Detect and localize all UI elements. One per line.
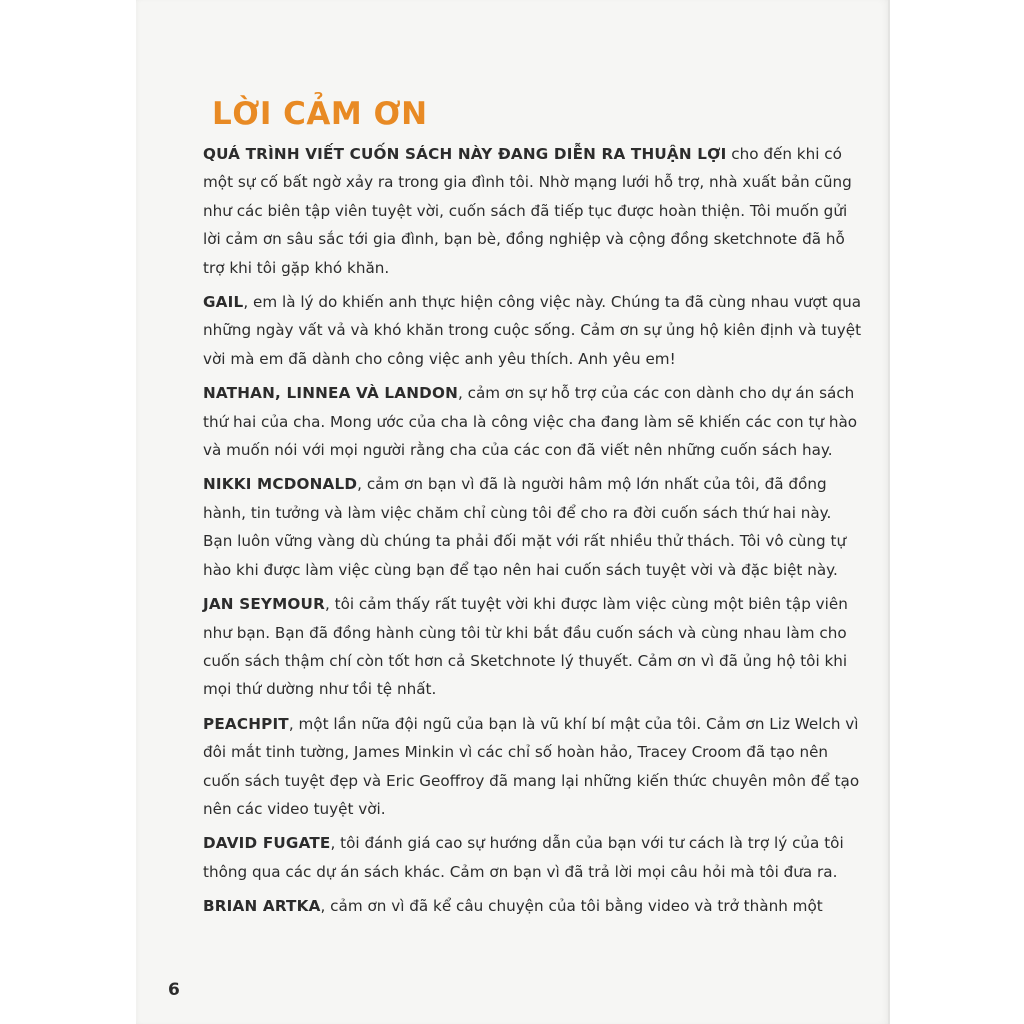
page-number: 6 — [168, 980, 180, 1000]
lead-in: PEACHPIT — [203, 714, 289, 733]
lead-in: DAVID FUGATE — [203, 834, 331, 853]
paragraph-nikki — [203, 470, 863, 584]
lead-in: NATHAN, LINNEA VÀ LANDON — [203, 384, 458, 403]
lead-in: BRIAN ARTKA — [203, 897, 321, 916]
paragraph-text: , tôi cảm thấy rất tuyệt vời khi được làm việc cùng một biên tập viên như bạn. Bạn đã đồng hành cùng tôi từ khi bắt đầu cuốn sách và cùng nhau làm cho cuốn sách thậm chí còn tốt hơn cả Sketchnote lý thuyết. Cảm ơn vì đã ủng hộ tôi khi mọi thứ dường như tồi tệ nhất. — [203, 595, 848, 699]
paragraph-intro — [203, 140, 863, 282]
lead-in: QUÁ TRÌNH VIẾT CUỐN SÁCH NÀY ĐANG DIỄN RA THUẬN LỢI — [203, 145, 727, 163]
paragraph-text: , em là lý do khiến anh thực hiện công việc này. Chúng ta đã cùng nhau vượt qua những ngày vất vả và khó khăn trong cuộc sống. Cảm ơn sự ủng hộ kiên định và tuyệt vời mà em đã dành cho công việc anh yêu thích. Anh yêu em! — [203, 293, 862, 368]
paragraph-text: , cảm ơn bạn vì đã là người hâm mộ lớn nhất của tôi, đã đồng hành, tin tưởng và làm việc chăm chỉ cùng tôi để cho ra đời cuốn sách thứ hai này. Bạn luôn vững vàng dù chúng ta phải đối mặt với rất nhiều thử thách. Tôi vô cùng tự hào khi được làm việc cùng bạn để tạo nên hai cuốn sách tuyệt vời và đặc biệt này. — [203, 475, 847, 579]
paragraph-text: , cảm ơn vì đã kể câu chuyện của tôi bằng video và trở thành một — [320, 897, 823, 916]
page-title: LỜI CẢM ƠN — [212, 96, 428, 132]
paragraph-david — [203, 829, 863, 886]
lead-in: JAN SEYMOUR — [203, 595, 325, 614]
page-edge — [888, 0, 890, 1024]
paragraph-text: , một lần nữa đội ngũ của bạn là vũ khí bí mật của tôi. Cảm ơn Liz Welch vì đôi mắt tinh tường, James Minkin vì các chỉ số hoàn hảo, Tracey Croom đã tạo nên cuốn sách tuyệt đẹp và Eric Geoffroy đã mang lại những kiến thức chuyên môn để tạo nên các video tuyệt vời. — [203, 714, 860, 818]
paragraph-jan — [203, 590, 863, 704]
paragraph-text: cho đến khi có một sự cố bất ngờ xảy ra trong gia đình tôi. Nhờ mạng lưới hỗ trợ, nhà xuất bản cũng như các biên tập viên tuyệt vời, cuốn sách đã tiếp tục được hoàn thiện. Tôi muốn gửi lời cảm ơn sâu sắc tới gia đình, bạn bè, đồng nghiệp và cộng đồng sketchnote đã hỗ trợ khi tôi gặp khó khăn. — [203, 145, 852, 277]
lead-in: NIKKI MCDONALD — [203, 475, 358, 494]
paragraph-peachpit — [203, 710, 863, 824]
lead-in: GAIL — [203, 293, 244, 312]
acknowledgements-body — [203, 140, 863, 927]
paragraph-gail — [203, 288, 863, 373]
paragraph-text: , tôi đánh giá cao sự hướng dẫn của bạn với tư cách là trợ lý của tôi thông qua các dự án sách khác. Cảm ơn bạn vì đã trả lời mọi câu hỏi mà tôi đưa ra. — [203, 834, 844, 881]
paragraph-children — [203, 379, 863, 464]
paragraph-brian — [203, 892, 863, 920]
paragraph-text: , cảm ơn sự hỗ trợ của các con dành cho dự án sách thứ hai của cha. Mong ước của cha là công việc cha đang làm sẽ khiến các con tự hào và muốn nói với mọi người rằng cha của các con đã viết nên những cuốn sách hay. — [203, 384, 858, 460]
